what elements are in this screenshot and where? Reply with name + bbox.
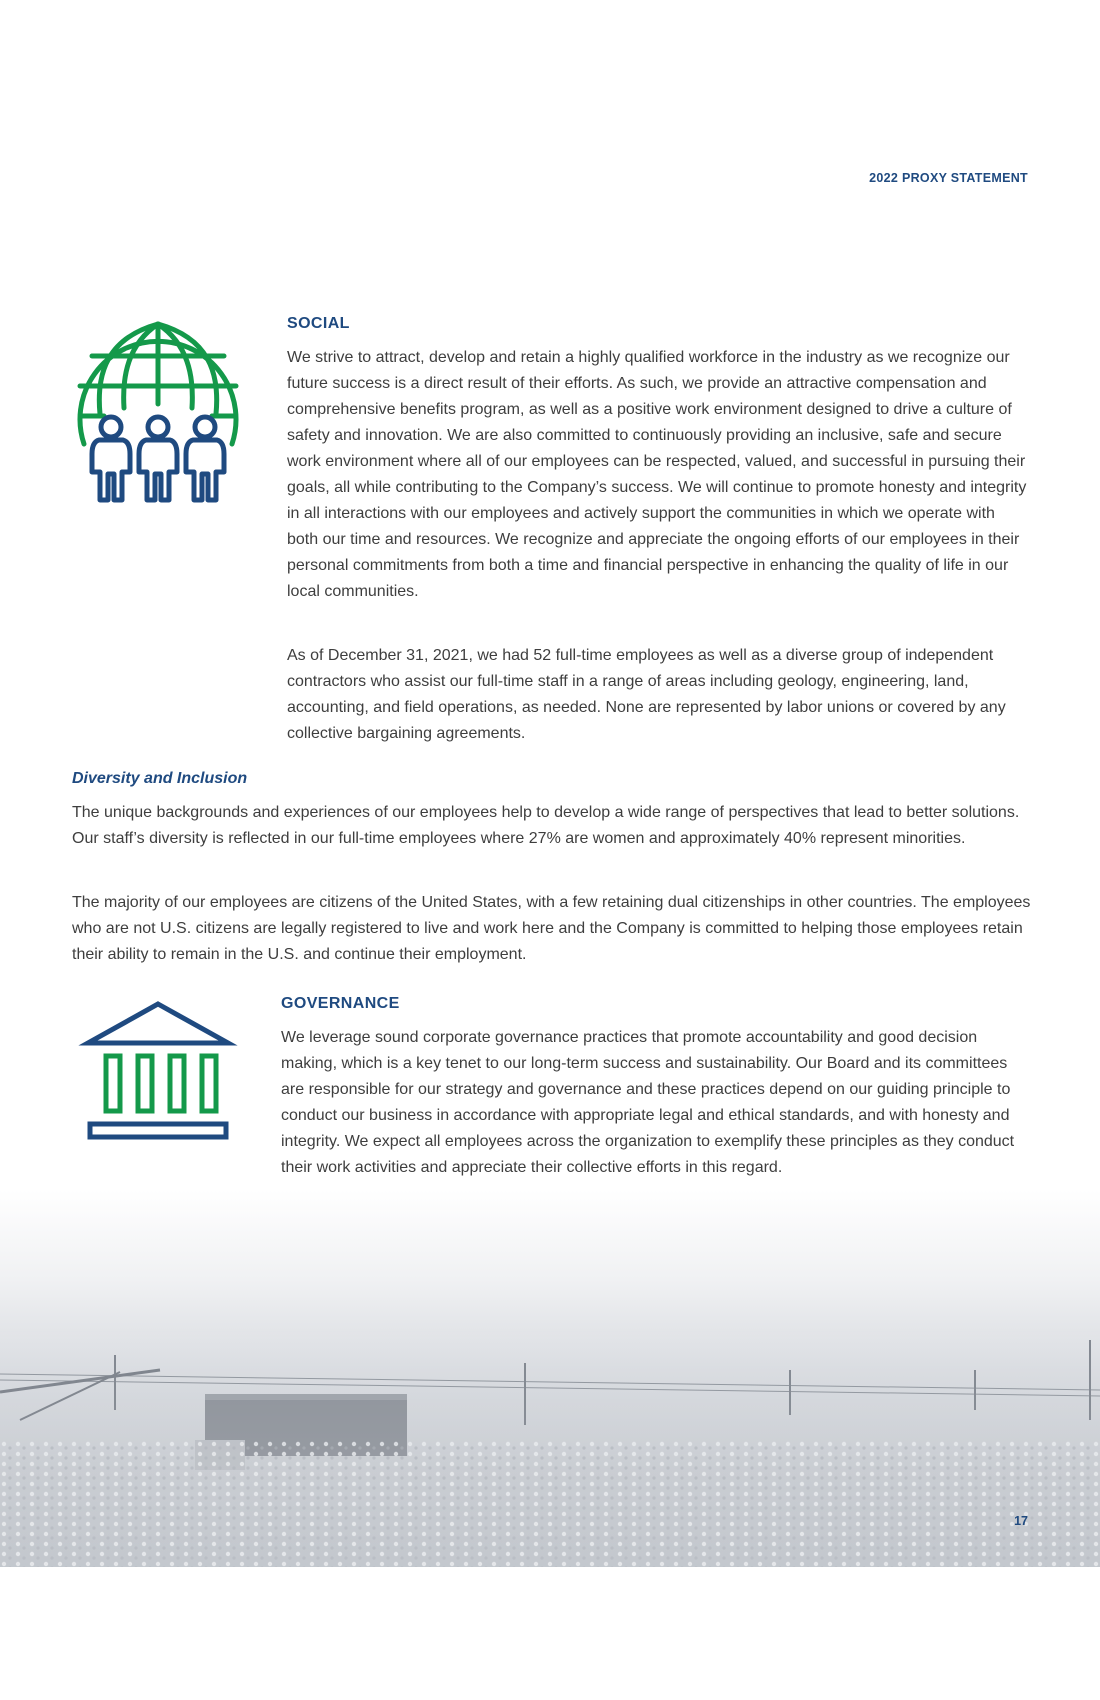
- page-number: 17: [1014, 1514, 1028, 1528]
- diversity-subheading: Diversity and Inclusion: [72, 770, 248, 787]
- running-header: 2022 PROXY STATEMENT: [869, 171, 1028, 185]
- social-paragraph-1: We strive to attract, develop and retain a highly qualified workforce in the industry as we recognize our future success is a direct result of their efforts. As such, we provide an attractive compensation and comprehensive benefits program, as well as a positive work environment designed to drive a culture of safety and innovation. We are also committed to continuously providing an inclusive, safe and secure work environment where all of our employees can be respected, valued, and successful in pursuing their goals, all while contributing to the Company’s success. We will continue to promote honesty and integrity in all interactions with our employees and actively support the communities in which we operate with both our time and resources. We recognize and appreciate the ongoing efforts of our employees in their personal commitments from both a time and financial perspective in enhancing the quality of life in our local communities.: [287, 349, 1027, 600]
- diversity-paragraph-2: The majority of our employees are citizens of the United States, with a few retaining dual citizenships in other countries. The employees who are not U.S. citizens are legally registered to live and work here and the Company is committed to helping those employees retain their ability to remain in the U.S. and continue their employment.: [72, 894, 1031, 963]
- governance-heading: GOVERNANCE: [281, 995, 400, 1012]
- social-heading: SOCIAL: [287, 315, 350, 332]
- diversity-paragraph-1: The unique backgrounds and experiences of our employees help to develop a wide range of perspectives that lead to better solutions. Our staff’s diversity is reflected in our full-time employees where 27% are women and approximately 40% represent minorities.: [72, 804, 1020, 847]
- oilfield-background-image: [0, 1300, 1100, 1567]
- globe-with-people-icon: [70, 316, 246, 506]
- social-paragraph-2: As of December 31, 2021, we had 52 full-time employees as well as a diverse group of independent contractors who assist our full-time staff in a range of areas including geology, engineering, land, accounting, and field operations, as needed. None are represented by labor unions or covered by any collective bargaining agreements.: [287, 647, 1006, 742]
- governance-paragraph-1: We leverage sound corporate governance practices that promote accountability and good decision making, which is a key tenet to our long-term success and sustainability. Our Board and its committees are responsible for our strategy and governance and these practices depend on our guiding principle to conduct our business in accordance with appropriate legal and ethical standards, and with honesty and integrity. We expect all employees across the organization to exemplify these principles as they conduct their work activities and appreciate their collective efforts in this regard.: [281, 1029, 1015, 1176]
- pillared-building-icon: [78, 998, 238, 1144]
